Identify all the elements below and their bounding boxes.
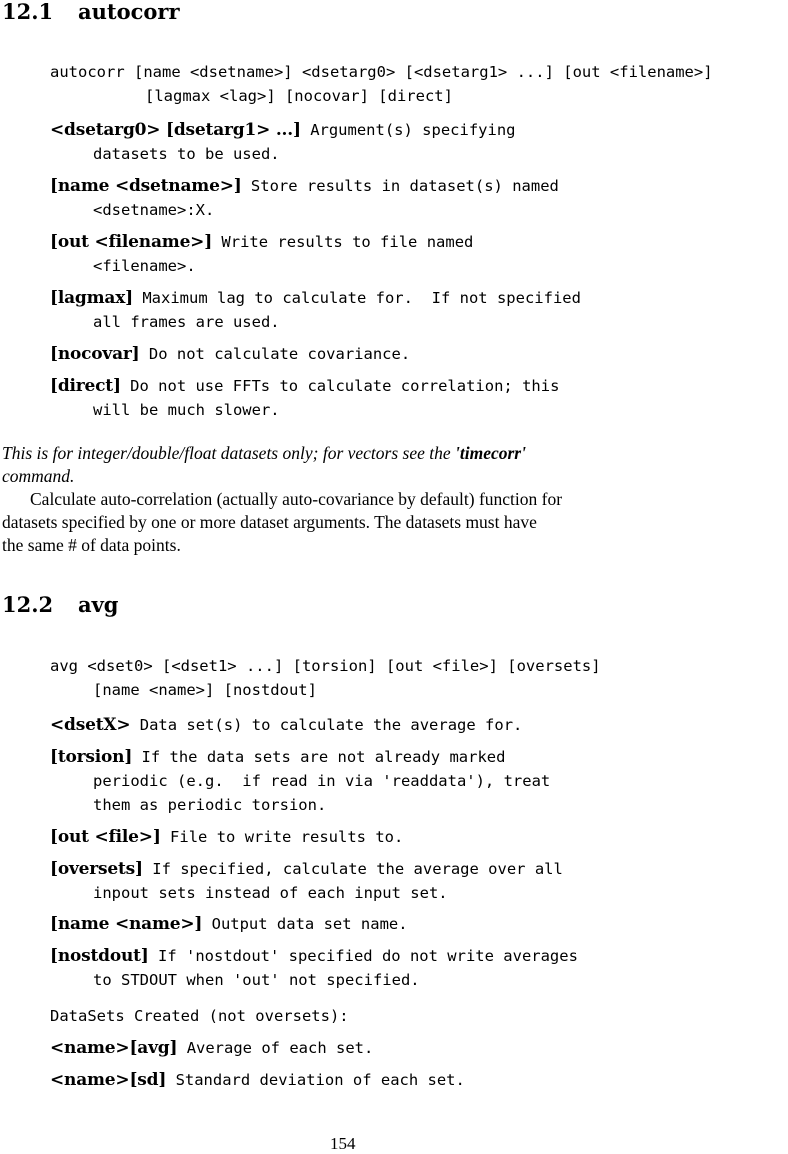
option-desc-cont: datasets to be used. <box>93 145 280 163</box>
option-term: <dsetarg0> [dsetarg1> ...] <box>50 120 301 140</box>
usage-line-cont: [name <name>] [nostdout] <box>93 681 317 699</box>
option-item <box>50 230 473 254</box>
note-text <box>2 442 526 465</box>
option-term: [name <name>] <box>50 914 203 934</box>
option-desc: If the data sets are not already marked <box>141 748 506 766</box>
note-text-cont: command. <box>2 466 75 486</box>
created-term: <name>[sd] <box>50 1070 167 1090</box>
option-term: [lagmax] <box>50 288 133 308</box>
created-term: <name>[avg] <box>50 1038 178 1058</box>
option-term: [oversets] <box>50 859 143 879</box>
option-item <box>50 825 403 849</box>
option-item <box>50 174 559 198</box>
option-item <box>50 342 410 366</box>
option-term: [torsion] <box>50 747 133 767</box>
option-desc-cont: them as periodic torsion. <box>93 796 327 814</box>
option-desc-cont: <filename>. <box>93 257 196 275</box>
option-term: <dsetX> <box>50 715 131 735</box>
option-item <box>50 286 581 310</box>
option-term: [nostdout] <box>50 946 149 966</box>
note-command: 'timecorr' <box>455 443 526 463</box>
option-item <box>50 713 522 737</box>
option-desc: Output data set name. <box>211 915 408 933</box>
option-item <box>50 745 505 769</box>
section-heading-autocorr <box>2 0 180 24</box>
option-desc-cont: inpout sets instead of each input set. <box>93 884 448 902</box>
option-term: [nocovar] <box>50 344 140 364</box>
option-desc: Data set(s) to calculate the average for. <box>139 716 523 734</box>
option-desc: Do not use FFTs to calculate correlation; this <box>130 377 560 395</box>
option-item <box>50 912 408 936</box>
section-number: 12.1 <box>2 0 54 24</box>
note-prefix: This is for integer/double/float datasets only; for vectors see the <box>2 443 456 463</box>
paragraph-line: the same # of data points. <box>2 535 181 555</box>
option-desc-cont: <dsetname>:X. <box>93 201 215 219</box>
section-heading-avg <box>2 593 119 617</box>
option-item <box>50 118 516 142</box>
usage-line-cont: [lagmax <lag>] [nocovar] [direct] <box>145 87 453 105</box>
option-desc: Write results to file named <box>221 233 474 251</box>
section-title: autocorr <box>78 0 180 24</box>
option-item <box>50 374 559 398</box>
option-desc-cont: will be much slower. <box>93 401 280 419</box>
option-term: [out <file>] <box>50 827 161 847</box>
option-desc: File to write results to. <box>170 828 404 846</box>
created-item <box>50 1036 373 1060</box>
section-title: avg <box>78 592 119 617</box>
option-desc: Do not calculate covariance. <box>148 345 411 363</box>
paragraph-line: datasets specified by one or more dataset arguments. The datasets must have <box>2 512 537 532</box>
option-desc: Maximum lag to calculate for. If not specified <box>142 289 581 307</box>
section-number: 12.2 <box>2 592 54 617</box>
option-term: [direct] <box>50 376 121 396</box>
created-desc: Standard deviation of each set. <box>175 1071 465 1089</box>
paragraph-line: Calculate auto-correlation (actually auto-covariance by default) function for <box>30 489 563 509</box>
option-desc: Argument(s) specifying <box>310 121 516 139</box>
usage-line: avg <dset0> [<dset1> ...] [torsion] [out <file>] [oversets] <box>50 657 601 675</box>
option-desc: If 'nostdout' specified do not write averages <box>158 947 578 965</box>
created-desc: Average of each set. <box>186 1039 374 1057</box>
datasets-created-label: DataSets Created (not oversets): <box>50 1007 349 1025</box>
option-item <box>50 944 578 968</box>
option-desc-cont: all frames are used. <box>93 313 280 331</box>
option-desc-cont: to STDOUT when 'out' not specified. <box>93 971 420 989</box>
option-desc-cont: periodic (e.g. if read in via 'readdata'), treat <box>93 772 551 790</box>
option-desc: If specified, calculate the average over all <box>152 860 563 878</box>
page-number: 154 <box>330 1134 356 1153</box>
option-desc: Store results in dataset(s) named <box>250 177 559 195</box>
usage-line: autocorr [name <dsetname>] <dsetarg0> [<dsetarg1> ...] [out <filename>] <box>50 63 713 81</box>
option-item <box>50 857 563 881</box>
option-term: [name <dsetname>] <box>50 176 242 196</box>
option-term: [out <filename>] <box>50 232 213 252</box>
created-item <box>50 1068 465 1092</box>
